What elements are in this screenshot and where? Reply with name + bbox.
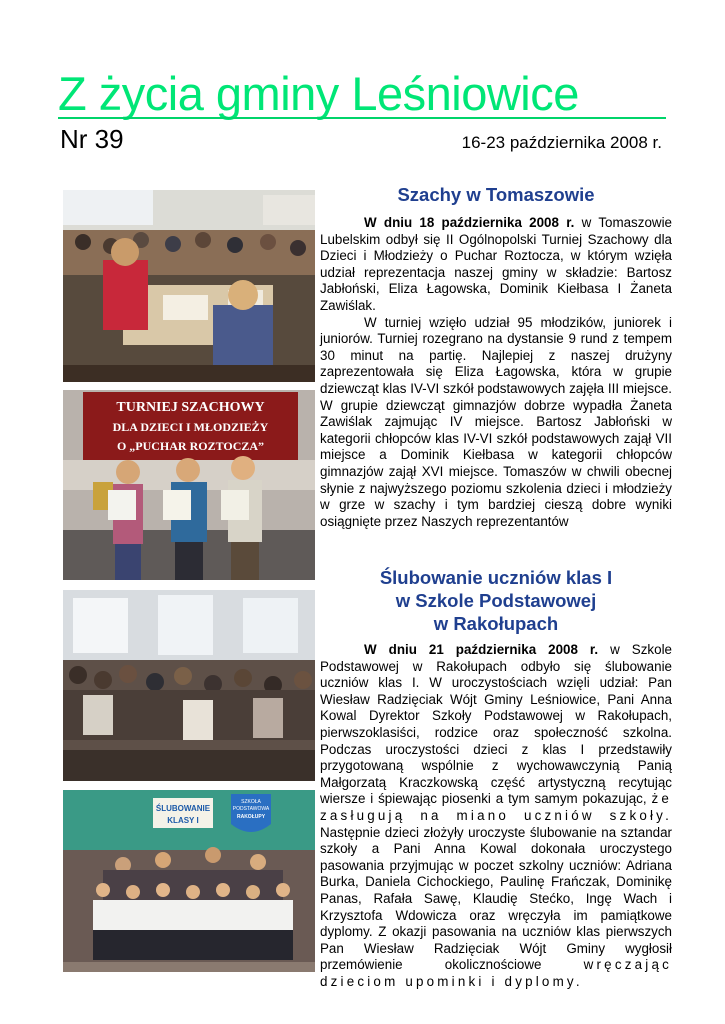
banner-line-2: DLA DZIECI I MŁODZIEŻY <box>112 420 269 434</box>
article-chess-date: W dniu 18 października 2008 r. <box>364 215 575 230</box>
article-pledge-text-a: w Szkole Podstawowej w Rakołupach odbyło się ślubowanie uczniów klas I. W uroczystościach wzięli udział: Pan Wiesław Radzięciak Wójt Gminy Leśniowice, Pani Anna Kowal Dyrektor Szkoły Podstawowej w Rakołupach, pierwszoklasiści, rodzice oraz społeczność szkolna. Podczas uroczystości dzieci z klas I przedstawiły przygotowaną wspólnie z wychowawczynią Panią Małgorzatą Kraczkowską część artystyczną recytując wiersze i śpiewając piosenki a tym samym pokazując, <box>320 642 672 807</box>
article-chess-intro: w Tomaszowie Lubelskim odbył się II Ogólnopolski Turniej Szachowy dla Dzieci i Młodzieży o Puchar Roztocza, w którym wzięła udział reprezentacja naszej gminy w składzie: Bartosz Jabłoński, Eliza Łagowska, Dominik Kiełbasa I Żaneta Zawiślak. <box>320 215 672 313</box>
photo-chess-winners-banner <box>63 390 315 580</box>
shield-line-1: SZKOŁA <box>241 799 261 805</box>
article-first-graders-pledge <box>320 566 672 990</box>
article-pledge-title <box>320 566 672 635</box>
issue-date: 16-23 października 2008 r. <box>461 133 662 152</box>
article-pledge-title-line-2: w Szkole Podstawowej <box>395 590 597 611</box>
article-pledge-date: W dniu 21 października 2008 r. <box>364 642 599 657</box>
newsletter-title: Z życia gminy Leśniowice <box>58 67 579 120</box>
article-pledge-text-b: Następnie dzieci złożyły uroczyste ślubowanie na sztandar szkoły a Pani Anna Kowal dokonała uroczystego pasowania przyjmując w poczet szkolny uczniów: Adriana Burka, Daniela Cichockiego, Paulinę Frańczak, Dominikę Panas, Rafała Sawę, Klaudię Stećko, Ingę Wach i Krzysztofa Wdowicza oraz wręczyła im pamiątkowe dyplomy. Z okazji pasowania na uczniów klas pierwszych Pan Wiesław Radzięciak Wójt Gminy wygłosił przemówienie okolicznościowe <box>320 824 672 973</box>
article-pledge-closing: wręczając dzieciom upominki i dyplomy. <box>320 957 672 989</box>
article-pledge-spaced-line: że zasługują na miano uczniów szkoły. <box>320 791 672 823</box>
title-underline <box>58 117 666 119</box>
article-chess-tomaszow <box>320 183 672 530</box>
photo-chess-tournament-hall <box>63 190 315 382</box>
article-pledge-title-line-1: Ślubowanie uczniów klas I <box>379 567 613 588</box>
shield-line-2: PODSTAWOWA <box>232 806 270 812</box>
photo-first-graders-pledge <box>63 790 315 972</box>
banner-line-1: TURNIEJ SZACHOWY <box>116 400 265 415</box>
shield-line-3: RAKOŁUPY <box>236 814 266 820</box>
issue-number: Nr 39 <box>60 124 124 154</box>
sign-line-1: ŚLUBOWANIE <box>155 804 211 813</box>
article-chess-title: Szachy w Tomaszowie <box>397 184 595 205</box>
sign-line-2: KLASY I <box>167 816 199 825</box>
article-pledge-title-line-3: w Rakołupach <box>433 613 559 634</box>
article-pledge-paragraph <box>320 642 672 990</box>
photo-school-hall-audience <box>63 590 315 781</box>
article-chess-paragraph-2: W turniej wzięło udział 95 młodzików, juniorek i juniorów. Turniej rozegrano na dystansie 9 rund z tempem 30 minut na partię. Najlepiej z naszej drużyny zaprezentowała się Eliza Łagowska, która w grupie dziewcząt klas IV-VI szkół podstawowych zajęła III miejsce. W grupie dziewcząt gimnazjów dobrze wypadła Żaneta Zawiślak zajmując IV miejsce. Bartosz Jabłoński w kategorii chłopców klas IV-VI szkół podstawowych zajął VII miejsce a Dominik Kiełbasa w kategorii chłopców gimnazjów zajął XVI miejsce. Tomaszów w chwili obecnej słynie z najwyższego poziomu szkolenia dzieci i młodzieży w grze w szachy i tym bardziej cieszą dobre wyniki osiągnięte przez Naszych reprezentantów <box>320 314 672 529</box>
article-chess-paragraph-1 <box>320 215 672 315</box>
banner-line-3: O „PUCHAR ROZTOCZA” <box>116 439 265 453</box>
